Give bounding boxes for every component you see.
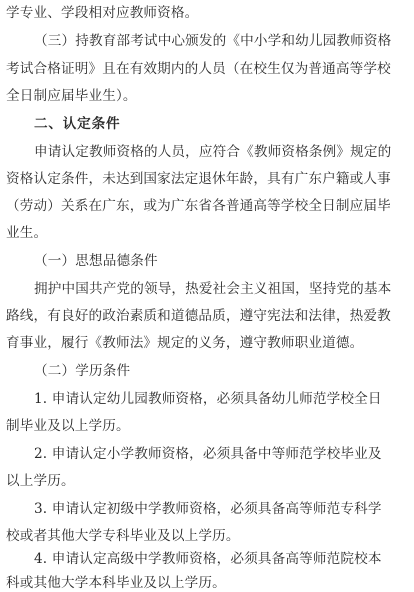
numbered-item-line: 1. 申请认定幼儿园教师资格，必须具备幼儿师范学校全日: [34, 391, 382, 407]
body-line: 路线，有良好的政治素质和道德品质，遵守宪法和法律，热爱教: [6, 308, 391, 324]
numbered-item-line: 2. 申请认定小学教师资格，必须具备中等师范学校毕业及: [34, 446, 382, 462]
subsection-heading: （一）思想品德条件: [34, 253, 158, 269]
body-line: 校或者其他大学专科毕业及以上学历。: [6, 528, 240, 544]
body-line: 科或其他大学本科毕业及以上学历。: [6, 575, 226, 591]
body-line: 全日制应届毕业生）。: [6, 88, 137, 104]
list-item-line: （三）持教育部考试中心颁发的《中小学和幼儿园教师资格: [34, 33, 392, 49]
body-line: 业生。: [6, 225, 48, 241]
paragraph-start-line: 申请认定教师资格的人员，应符合《教师资格条例》规定的: [34, 144, 392, 160]
body-line: （劳动）关系在广东，或为广东省各普通高等学校全日制应届毕: [6, 198, 391, 214]
body-line: 制毕业及以上学历。: [6, 418, 130, 434]
paragraph-start-line: 拥护中国共产党的领导，热爱社会主义祖国，坚持党的基本: [34, 281, 392, 297]
body-line: 资格认定条件，未达到国家法定退休年龄，具有广东户籍或人事: [6, 171, 391, 187]
numbered-item-line: 4. 申请认定高级中学教师资格，必须具备高等师范院校本: [34, 551, 382, 567]
body-line: 考试合格证明》且在有效期内的人员（在校生仅为普通高等学校: [6, 61, 391, 77]
body-line: 育事业，履行《教师法》规定的义务，遵守教师职业道德。: [6, 335, 364, 351]
subsection-heading: （二）学历条件: [34, 363, 131, 379]
body-line: 学专业、学段相对应教师资格。: [6, 5, 199, 21]
body-line: 以上学历。: [6, 473, 75, 489]
section-heading: 二、认定条件: [34, 116, 121, 132]
numbered-item-line: 3. 申请认定初级中学教师资格，必须具备高等师范专科学: [34, 501, 382, 517]
